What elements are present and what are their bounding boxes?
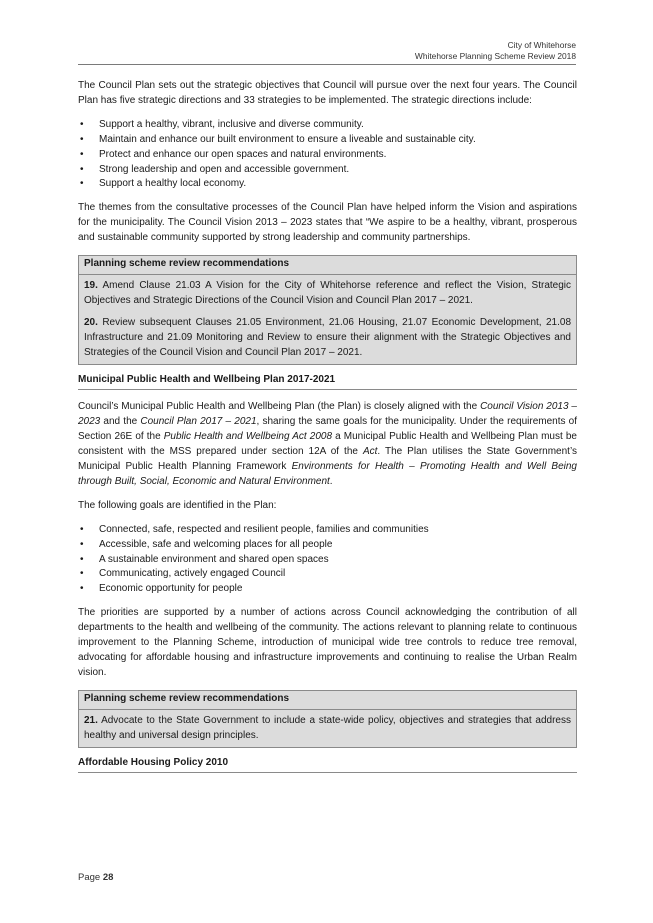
italic-run: Act	[362, 446, 378, 458]
list-item: • Economic opportunity for people	[78, 582, 577, 597]
text-run: and the	[100, 416, 141, 428]
text-run: Council’s Municipal Public Health and Wellbeing Plan (the Plan) is closely aligned with the	[78, 401, 481, 413]
health-plan-paragraph	[78, 400, 577, 489]
priorities-paragraph: The priorities are supported by a number of actions across Council acknowledging the contribution of all departments to the health and wellbeing of the community. The actions relevant to planning relate to continuous improvement to the Planning Scheme, introduction of municipal wide tree controls to reduce tree removal, advocating for affordable housing and infrastructure improvements and continuing to realise the Urban Realm vision.	[78, 607, 577, 678]
text-run: a Municipal Public Health and Wellbeing Plan must be consistent with the MSS prepared under section 12A of the	[78, 431, 577, 458]
list-item: • Support a healthy local economy.	[78, 177, 577, 192]
list-item: • A sustainable environment and shared open spaces	[78, 553, 577, 568]
recommendation-number: 20.	[84, 316, 98, 328]
footer-label: Page	[78, 872, 101, 883]
list-item: • Accessible, safe and welcoming places for all people	[78, 538, 577, 553]
goals-intro: The following goals are identified in the Plan:	[78, 499, 277, 511]
header-doc-title: Whitehorse Planning Scheme Review 2018	[414, 51, 576, 61]
italic-run: Public Health and Wellbeing Act 2008	[163, 431, 333, 443]
directions-list	[78, 118, 577, 193]
list-item: • Communicating, actively engaged Council	[78, 567, 577, 582]
header-rule	[78, 64, 576, 65]
list-item: • Maintain and enhance our built environment to ensure a liveable and sustainable city.	[78, 133, 577, 148]
list-item: • Support a healthy, vibrant, inclusive and diverse community.	[78, 118, 577, 133]
recommendation-text: Amend Clause 21.03 A Vision for the City of Whitehorse reference and reflect the Vision, Strategic Objectives and Strategic Directions of the Council Vision and Council Plan 2017 – 2021.	[84, 279, 572, 306]
list-item: • Protect and enhance our open spaces and natural environments.	[78, 148, 577, 163]
recommendation-number: 21.	[84, 714, 98, 726]
page-footer	[78, 872, 113, 883]
intro-paragraph: The Council Plan sets out the strategic objectives that Council will pursue over the next four years. The Council Plan has five strategic directions and 33 strategies to be implemented. The strategic directions include:	[78, 80, 577, 106]
recommendations-box	[78, 690, 577, 748]
italic-run: Environments for Health – Promoting Health and Well Being through Built, Social, Economic and Natural Environment	[78, 461, 577, 487]
italic-run: Council Plan 2017 – 2021	[140, 416, 257, 428]
page-body	[78, 79, 577, 783]
recommendation-text: Review subsequent Clauses 21.05 Environment, 21.06 Housing, 21.07 Economic Development, 21.08 Infrastructure and 21.09 Monitoring and Review to ensure their alignment with the Strategic Objectives and Strategies of the Council Vision and Council Plan 2017 – 2021.	[84, 316, 572, 358]
recommendation-item	[79, 312, 576, 364]
recommendations-box	[78, 255, 577, 364]
text-run: . The Plan utilises the State Government’s Municipal Public Health Planning Framework	[78, 446, 577, 473]
recommendations-title: Planning scheme review recommendations	[79, 256, 576, 275]
italic-run: Council Vision 2013 – 2023	[78, 401, 577, 428]
text-run: , sharing the same goals for the municipality. Under the requirements of Section 26E of the	[78, 416, 578, 443]
recommendation-number: 19.	[84, 279, 98, 291]
recommendation-item	[79, 710, 576, 747]
text-run: .	[329, 475, 333, 487]
section-heading: Municipal Public Health and Wellbeing Plan 2017-2021	[78, 373, 577, 391]
page-header	[415, 40, 576, 62]
section-heading: Affordable Housing Policy 2010	[78, 756, 577, 774]
list-item: • Strong leadership and open and accessible government.	[78, 163, 577, 178]
goals-list	[78, 523, 577, 598]
page-number: 28	[102, 872, 114, 883]
recommendation-item	[79, 275, 576, 312]
recommendation-text: Advocate to the State Government to include a state-wide policy, objectives and strategies that address healthy and universal design principles.	[84, 714, 571, 741]
themes-paragraph: The themes from the consultative processes of the Council Plan have helped inform the Vision and aspirations for the municipality. The Council Vision 2013 – 2023 states that “We aspire to be a healthy, vibrant, prosperous and sustainable community supported by strong leadership and community partnerships.	[78, 202, 577, 244]
header-org: City of Whitehorse	[507, 40, 576, 50]
list-item: • Connected, safe, respected and resilient people, families and communities	[78, 523, 577, 538]
recommendations-title: Planning scheme review recommendations	[79, 691, 576, 710]
